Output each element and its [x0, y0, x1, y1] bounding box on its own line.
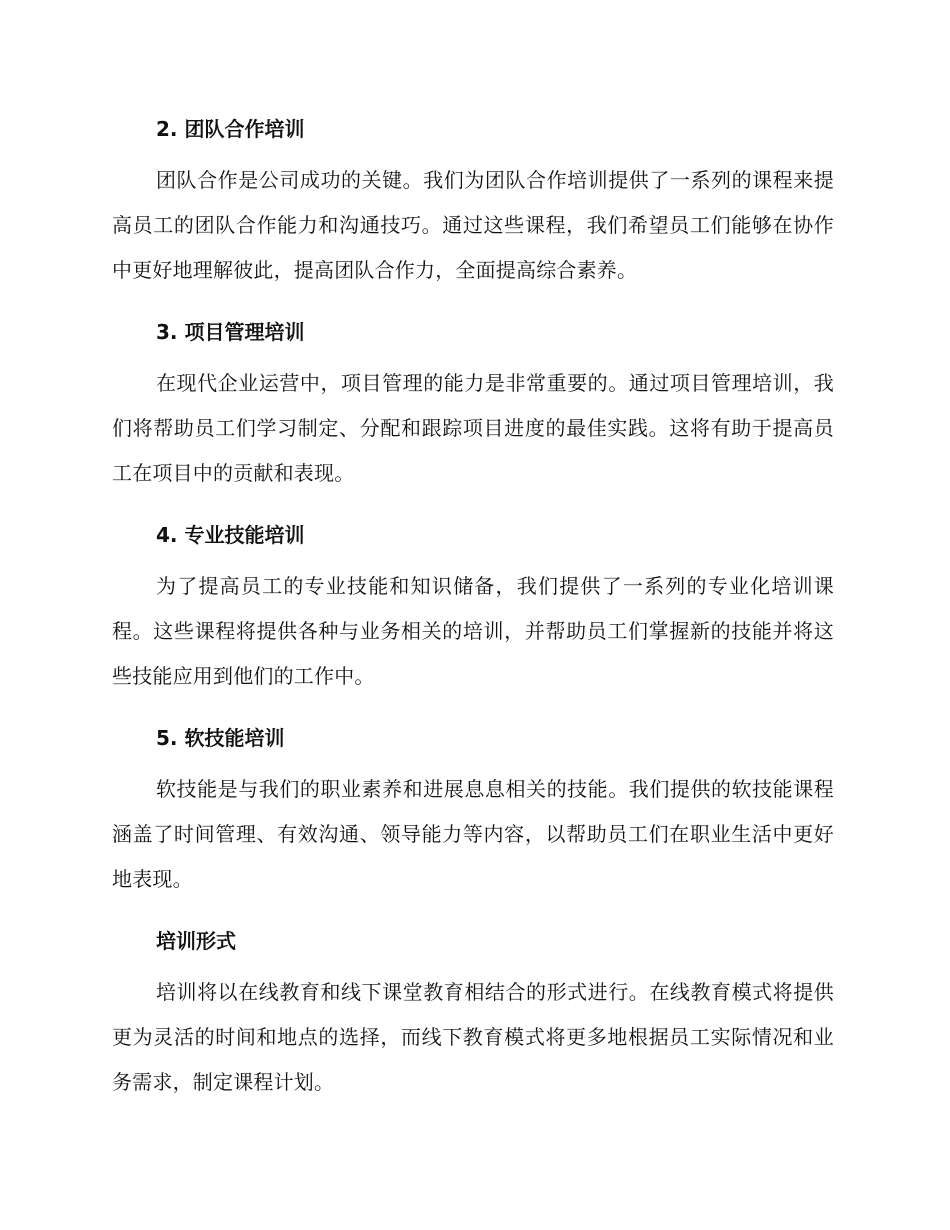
section-heading: 4. 专业技能培训 — [156, 523, 305, 547]
section-paragraph: 软技能是与我们的职业素养和进展息息相关的技能。我们提供的软技能课程涵盖了时间管理、有效沟通、领导能力等内容，以帮助员工们在职业生活中更好地表现。 — [112, 777, 834, 891]
document-content — [112, 112, 834, 1127]
section-professional-skills — [112, 518, 834, 699]
section-heading: 3. 项目管理培训 — [156, 320, 305, 344]
section-team-collaboration — [112, 112, 834, 293]
section-training-format — [112, 924, 834, 1105]
section-paragraph: 培训将以在线教育和线下课堂教育相结合的形式进行。在线教育模式将提供更为灵活的时间和地点的选择，而线下教育模式将更多地根据员工实际情况和业务需求，制定课程计划。 — [112, 980, 834, 1094]
section-project-management — [112, 315, 834, 496]
section-soft-skills — [112, 721, 834, 902]
section-paragraph: 为了提高员工的专业技能和知识储备，我们提供了一系列的专业化培训课程。这些课程将提供各种与业务相关的培训，并帮助员工们掌握新的技能并将这些技能应用到他们的工作中。 — [112, 574, 834, 688]
section-heading: 5. 软技能培训 — [156, 726, 285, 750]
section-heading: 2. 团队合作培训 — [156, 117, 305, 141]
section-paragraph: 在现代企业运营中，项目管理的能力是非常重要的。通过项目管理培训，我们将帮助员工们学习制定、分配和跟踪项目进度的最佳实践。这将有助于提高员工在项目中的贡献和表现。 — [112, 371, 834, 485]
section-heading: 培训形式 — [156, 929, 236, 953]
section-paragraph: 团队合作是公司成功的关键。我们为团队合作培训提供了一系列的课程来提高员工的团队合作能力和沟通技巧。通过这些课程，我们希望员工们能够在协作中更好地理解彼此，提高团队合作力，全面提高综合素养。 — [112, 168, 834, 282]
